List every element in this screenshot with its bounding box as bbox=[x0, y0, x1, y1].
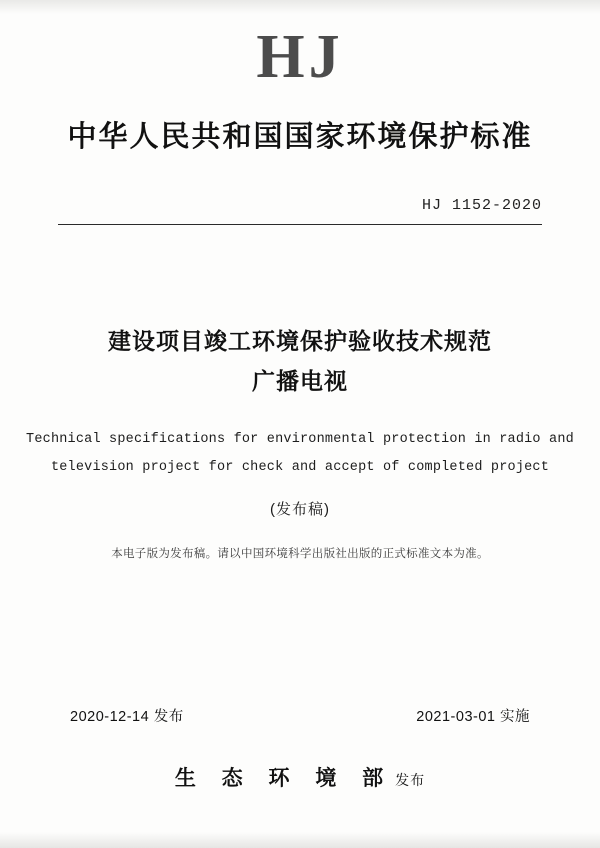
title-en-block bbox=[0, 426, 600, 483]
title-cn-line-1: 建设项目竣工环境保护验收技术规范 bbox=[108, 328, 492, 354]
draft-status-note: (发布稿) bbox=[270, 501, 330, 519]
effective-date: 2021-03-01 实施 bbox=[416, 709, 530, 725]
issuer-block bbox=[0, 762, 600, 792]
title-en-line-2: television project for check and accept of completed project bbox=[50, 459, 550, 475]
document-title-block bbox=[0, 321, 600, 402]
issuer-suffix: 发布 bbox=[395, 772, 426, 788]
title-en-line-1: Technical specifications for environmental protection in radio and bbox=[26, 431, 574, 447]
issue-date: 2020-12-14 发布 bbox=[70, 709, 184, 725]
issuer-name: 生 态 环 境 部 bbox=[174, 767, 394, 790]
hj-emblem-logo: HJ bbox=[256, 23, 344, 91]
publication-disclaimer: 本电子版为发布稿。请以中国环境科学出版社出版的正式标准文本为准。 bbox=[111, 548, 489, 561]
standard-number: HJ 1152-2020 bbox=[421, 197, 542, 214]
title-cn-line-2: 广播电视 bbox=[252, 368, 348, 395]
date-row bbox=[70, 705, 530, 726]
standard-authority-title: 中华人民共和国国家环境保护标准 bbox=[67, 121, 533, 153]
header-divider-rule bbox=[58, 224, 542, 225]
